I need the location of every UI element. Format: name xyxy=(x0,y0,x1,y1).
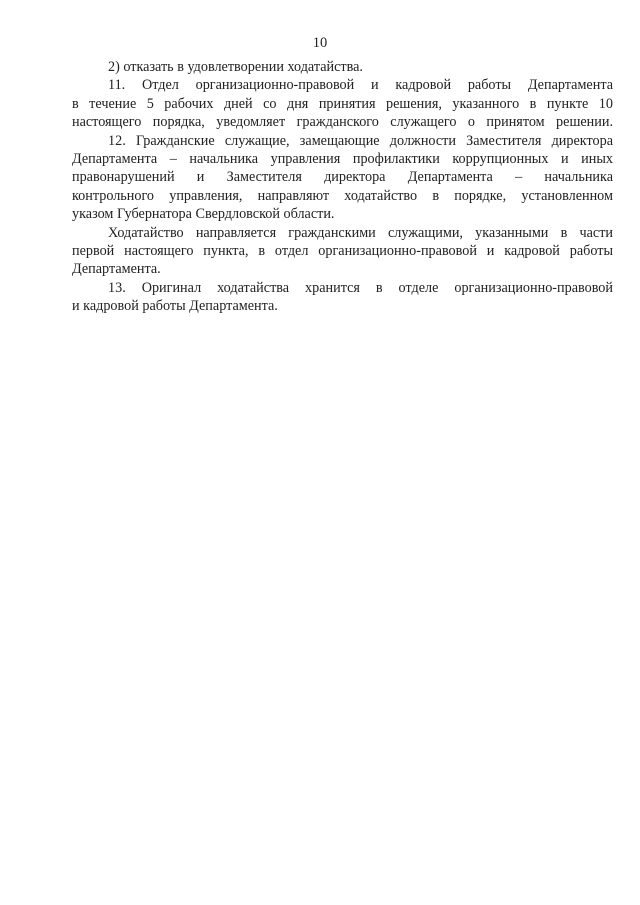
paragraph-12b-line-1: Ходатайство направляется гражданскими служащими, указанными в части xyxy=(108,224,613,241)
document-body xyxy=(72,58,613,315)
item-10-2-line: 2) отказать в удовлетворении ходатайства. xyxy=(108,59,363,75)
paragraph-12-line-5: указом Губернатора Свердловской области. xyxy=(72,206,335,223)
paragraph-11-line-3: настоящего порядка, уведомляет гражданского служащего о принятом решении. xyxy=(72,114,613,131)
paragraph-13-line-2: и кадровой работы Департамента. xyxy=(72,298,278,315)
paragraph-11-line-1: 11. Отдел организационно-правовой и кадровой работы Департамента xyxy=(108,77,613,94)
paragraph-12b-line-2: первой настоящего пункта, в отдел организационно-правовой и кадровой работы xyxy=(72,242,613,259)
paragraph-12-line-1: 12. Гражданские служащие, замещающие должности Заместителя директора xyxy=(108,132,613,149)
paragraph-11-line-2: в течение 5 рабочих дней со дня принятия решения, указанного в пункте 10 xyxy=(72,95,613,112)
page-number: 10 xyxy=(312,35,328,51)
paragraph-12b-line-3: Департамента. xyxy=(72,261,161,278)
paragraph-12-line-3: правонарушений и Заместителя директора Департамента – начальника xyxy=(72,169,613,186)
paragraph-13-line-1: 13. Оригинал ходатайства хранится в отделе организационно-правовой xyxy=(108,279,613,296)
paragraph-12-line-4: контрольного управления, направляют ходатайство в порядке, установленном xyxy=(72,187,613,204)
paragraph-12-line-2: Департамента – начальника управления профилактики коррупционных и иных xyxy=(72,150,613,167)
